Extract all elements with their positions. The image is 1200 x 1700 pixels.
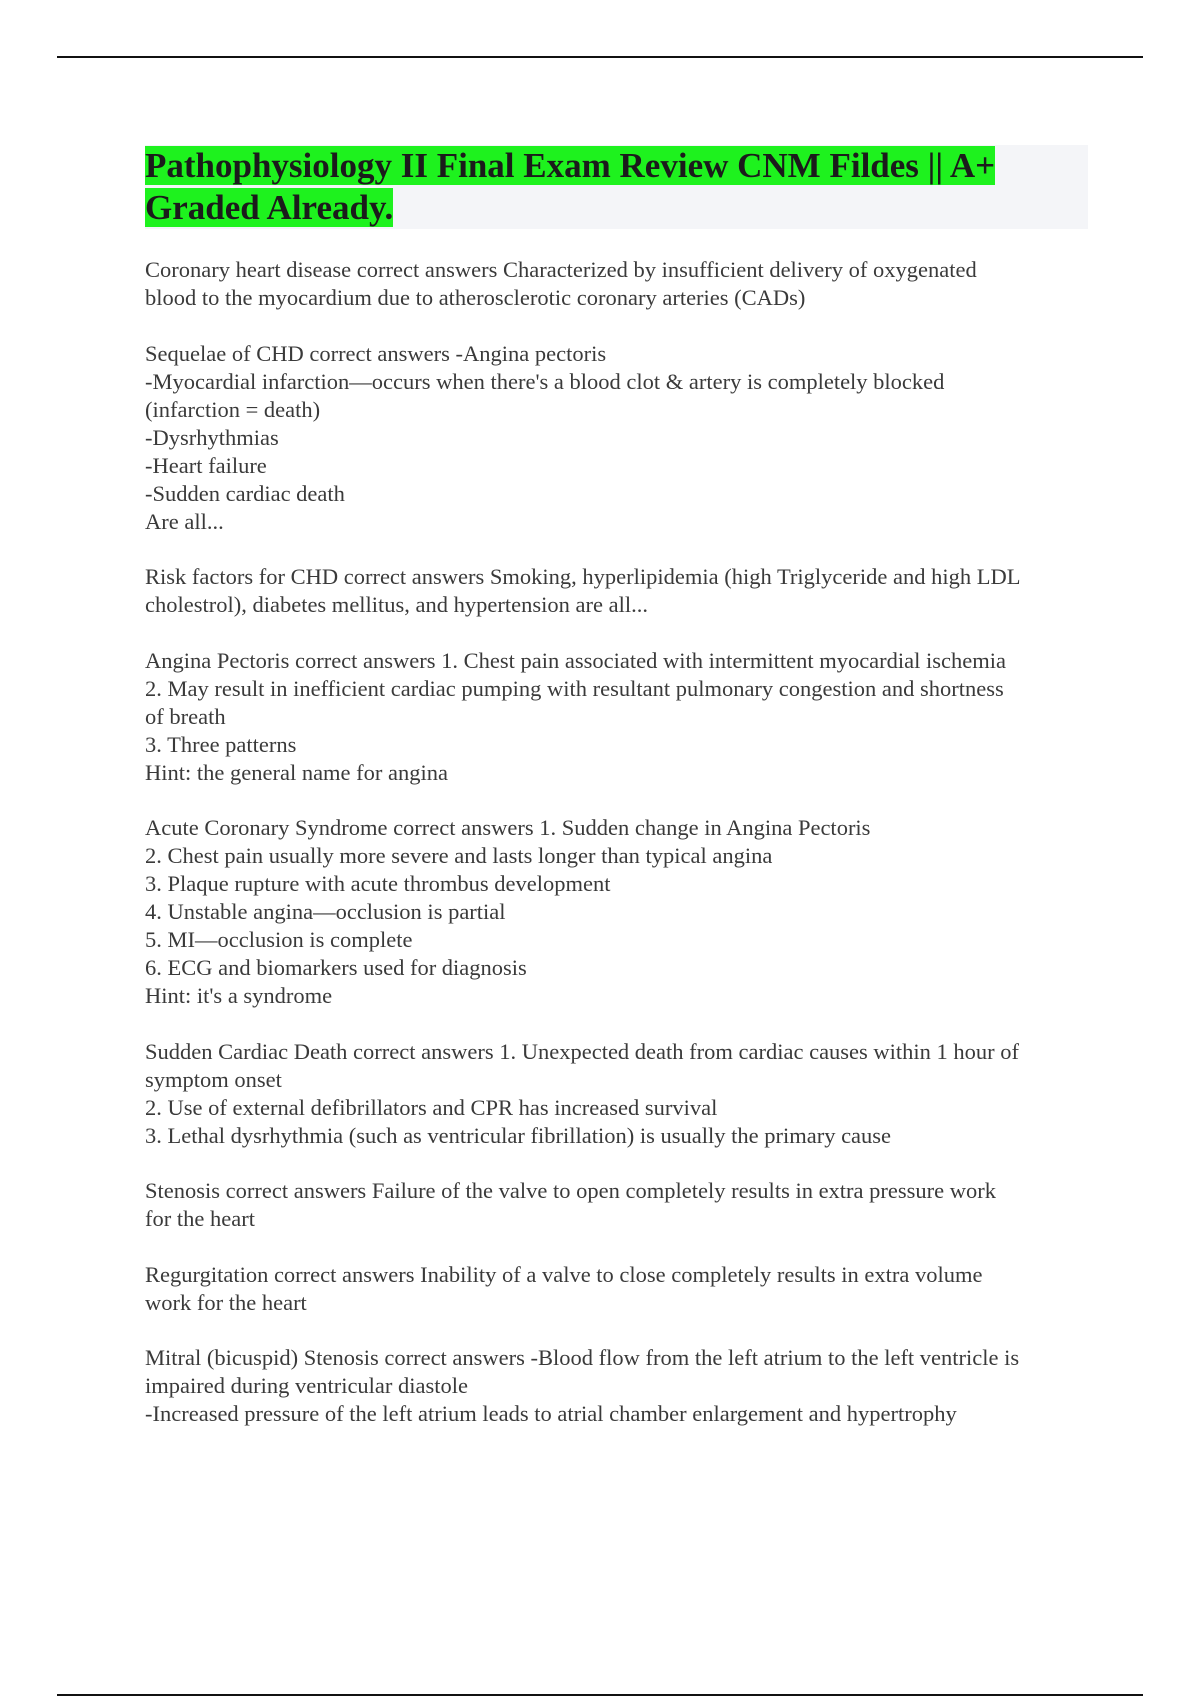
entry-line: blood to the myocardium due to atherosclerotic coronary arteries (CADs) xyxy=(145,285,806,310)
entry-line: Regurgitation correct answers Inability of a valve to close completely results in extra volume xyxy=(145,1261,983,1287)
entry-line: 3. Three patterns xyxy=(145,731,297,757)
entry-line: work for the heart xyxy=(145,1289,307,1315)
entry-line: Acute Coronary Syndrome correct answers 1. Sudden change in Angina Pectoris xyxy=(145,815,871,840)
entry-line: 2. May result in inefficient cardiac pumping with resultant pulmonary congestion and shortness xyxy=(145,675,1004,701)
qa-entry xyxy=(145,1344,1095,1428)
title-highlight: Pathophysiology II Final Exam Review CNM Fildes || A+ Graded Already. xyxy=(145,146,996,227)
entry-line: for the heart xyxy=(145,1206,255,1231)
document-title xyxy=(145,145,1045,229)
qa-entry xyxy=(145,814,1095,1010)
entry-line: Are all... xyxy=(145,508,224,534)
entry-line: Sudden Cardiac Death correct answers 1. Unexpected death from cardiac causes within 1 hour of xyxy=(145,1038,1020,1064)
entry-line: (infarction = death) xyxy=(145,396,321,422)
entry-line: 2. Chest pain usually more severe and lasts longer than typical angina xyxy=(145,843,773,868)
entry-line: Sequelae of CHD correct answers -Angina pectoris xyxy=(145,340,607,366)
entry-line: cholestrol), diabetes mellitus, and hypertension are all... xyxy=(145,592,648,617)
entry-line: 2. Use of external defibrillators and CPR has increased survival xyxy=(145,1094,718,1120)
document-body xyxy=(145,256,1095,1456)
qa-entry xyxy=(145,647,1095,787)
entry-line: Coronary heart disease correct answers Characterized by insufficient delivery of oxygenated xyxy=(145,257,977,282)
entry-line: -Myocardial infarction—occurs when there's a blood clot & artery is completely blocked xyxy=(145,368,945,394)
entry-line: Hint: the general name for angina xyxy=(145,759,449,785)
entry-line: Risk factors for CHD correct answers Smoking, hyperlipidemia (high Triglyceride and high LDL xyxy=(145,564,1021,589)
entry-line: -Sudden cardiac death xyxy=(145,480,345,506)
qa-entry xyxy=(145,1177,1095,1233)
entry-line: Mitral (bicuspid) Stenosis correct answers -Blood flow from the left atrium to the left ventricle is xyxy=(145,1345,1020,1370)
entry-line: 3. Lethal dysrhythmia (such as ventricular fibrillation) is usually the primary cause xyxy=(145,1122,892,1148)
entry-line: 6. ECG and biomarkers used for diagnosis xyxy=(145,955,527,980)
entry-line: Angina Pectoris correct answers 1. Chest pain associated with intermittent myocardial ischemia xyxy=(145,647,1006,673)
entry-line: -Heart failure xyxy=(145,452,267,478)
entry-line: Stenosis correct answers Failure of the valve to open completely results in extra pressure work xyxy=(145,1178,997,1203)
qa-entry xyxy=(145,256,1095,312)
entry-line: 5. MI—occlusion is complete xyxy=(145,927,413,952)
entry-line: Hint: it's a syndrome xyxy=(145,983,333,1008)
entry-line: impaired during ventricular diastole xyxy=(145,1373,469,1398)
entry-line: 4. Unstable angina—occlusion is partial xyxy=(145,899,506,924)
entry-line: of breath xyxy=(145,703,226,729)
entry-line: 3. Plaque rupture with acute thrombus development xyxy=(145,871,611,896)
qa-entry xyxy=(145,340,1095,536)
entry-line: -Dysrhythmias xyxy=(145,424,279,450)
footer-rule xyxy=(57,1694,1143,1696)
qa-entry xyxy=(145,1261,1095,1317)
qa-entry xyxy=(145,563,1095,619)
entry-line: -Increased pressure of the left atrium leads to atrial chamber enlargement and hypertrophy xyxy=(145,1401,957,1426)
header-rule xyxy=(57,56,1143,58)
entry-line: symptom onset xyxy=(145,1066,282,1092)
qa-entry xyxy=(145,1038,1095,1150)
